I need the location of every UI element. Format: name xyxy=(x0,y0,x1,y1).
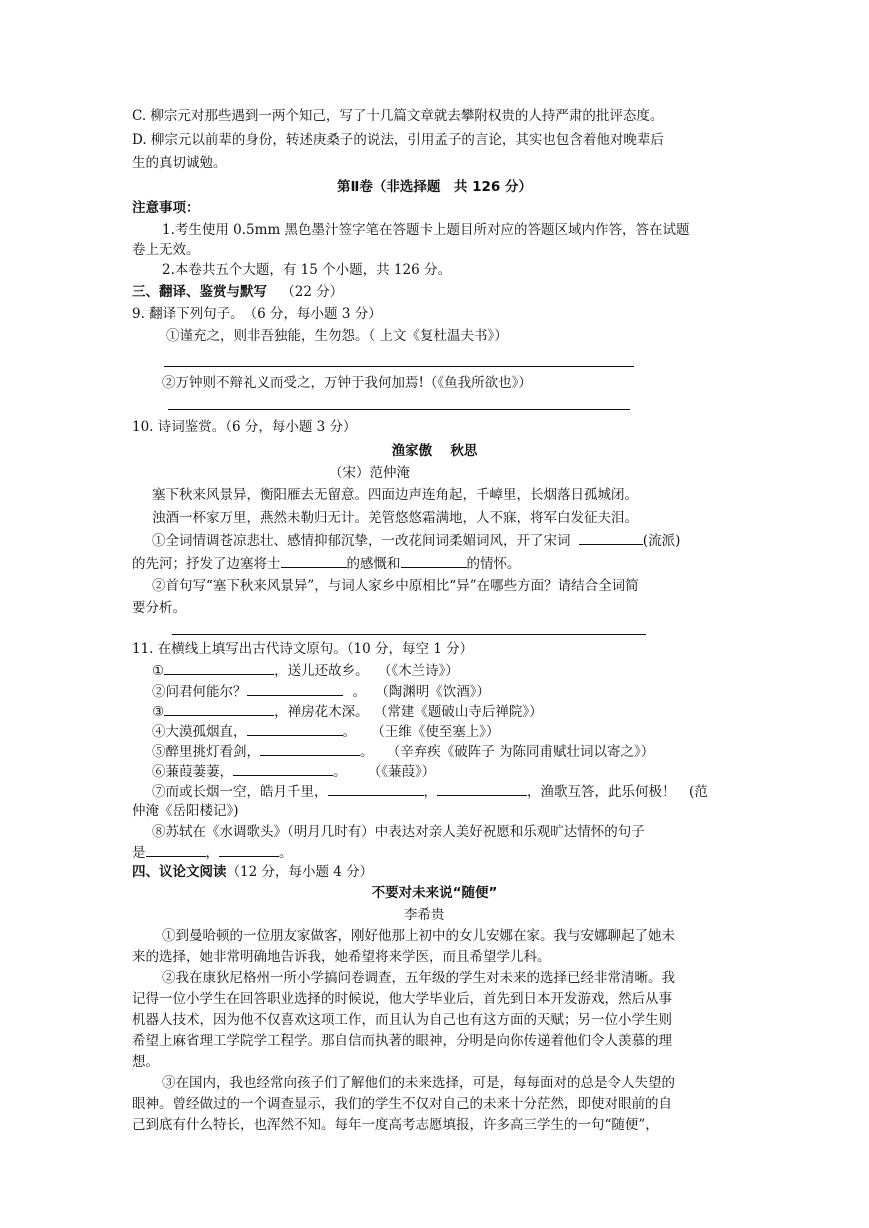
question-10-1-text: ①全词情调苍凉悲壮、感情抑郁沉挚，一改花间词柔媚词风，开了宋词 xyxy=(152,533,571,549)
answer-line-10-2[interactable] xyxy=(172,634,646,635)
notice-1-cont: 卷上无效。 xyxy=(132,242,200,258)
question-10-2-cont: 要分析。 xyxy=(132,600,186,616)
question-10-1-part2: 的感慨和 xyxy=(346,556,401,572)
fill-7-text-2: ，渔歌互答，此乐何极！ (范 xyxy=(527,784,708,800)
option-c: C. 柳宗元对那些遇到一两个知己，写了十几篇文章就去攀附权贵的人持严肃的批评态度。 xyxy=(132,108,664,124)
fill-7-comma: ， xyxy=(423,784,437,800)
fill-8-comma: ， xyxy=(205,845,219,861)
poem-title: 渔家傲 秋思 xyxy=(391,443,478,459)
part2-title: 第Ⅱ卷（非选择题 共 126 分） xyxy=(337,179,532,195)
blank-10-1-school[interactable] xyxy=(579,530,643,545)
para-2-line-2: 记得一位小学生在回答职业选择的时候说，他大学毕业后，首先到日本开发游戏，然后从事 xyxy=(132,991,672,1007)
section-4-score: （12 分，每小题 4 分） xyxy=(226,864,374,880)
blank-10-1-emotion[interactable] xyxy=(281,553,347,568)
fill-8: ⑧苏轼在《水调歌头》（明月几时有）中表达对亲人美好祝愿和乐观旷达情怀的句子 xyxy=(152,824,645,840)
fill-4 xyxy=(152,721,500,742)
fill-1-source: （《木兰诗》） xyxy=(384,663,459,679)
question-10-1 xyxy=(152,530,680,551)
blank-11-4[interactable] xyxy=(247,721,343,736)
fill-7-text: ⑦而或长烟一空，皓月千里， xyxy=(152,784,328,800)
para-2-line-1: ②我在康狄尼格州一所小学搞问卷调查，五年级的学生对未来的选择已经非常清晰。我 xyxy=(162,970,675,986)
blank-11-6[interactable] xyxy=(233,761,333,776)
fill-4-end: 。 xyxy=(342,724,356,740)
question-10-1-tail: (流派) xyxy=(642,533,681,549)
question-10: 10. 诗词鉴赏。（6 分，每小题 3 分） xyxy=(132,419,357,435)
para-1-line-1: ①到曼哈顿的一位朋友家做客，刚好他那上初中的女儿安娜在家。我与安娜聊起了她未 xyxy=(162,928,675,944)
fill-6-end: 。 xyxy=(333,764,347,780)
section-3-score: （22 分） xyxy=(281,284,344,300)
para-2-line-3: 机器人技术，因为他不仅喜欢这项工作，而且认为自己也有这方面的天赋；另一位小学生则 xyxy=(132,1012,672,1028)
fill-1 xyxy=(152,660,459,681)
question-9-2: ②万钟则不辩礼义而受之，万钟于我何加焉!（《鱼我所欲也》） xyxy=(162,375,532,391)
option-d-cont: 生的真切诚勉。 xyxy=(132,155,227,171)
fill-1-text: ，送儿还故乡。 xyxy=(274,663,369,679)
fill-3-source: （常建《题破山寺后禅院》） xyxy=(380,704,543,720)
fill-5-text: ⑤醉里挑灯看剑， xyxy=(152,744,260,760)
answer-line-9-2[interactable] xyxy=(168,409,630,410)
poem-line-2: 浊酒一杯家万里，燕然未勒归无计。羌管悠悠霜满地，人不寐，将军白发征夫泪。 xyxy=(152,510,638,526)
notice-title: 注意事项： xyxy=(132,200,200,216)
section-4-heading xyxy=(132,862,373,882)
question-10-1-cont xyxy=(132,553,521,574)
para-3-line-1: ③在国内，我也经常向孩子们了解他们的未来选择，可是，每每面对的总是令人失望的 xyxy=(162,1075,675,1091)
fill-3-text: ，禅房花木深。 xyxy=(274,704,369,720)
question-10-2: ②首句写“塞下秋来风景异”，与词人家乡中原相比“异”在哪些方面？请结合全词简 xyxy=(152,578,639,594)
fill-8-prefix: 是 xyxy=(132,845,146,861)
fill-4-text: ④大漠孤烟直， xyxy=(152,724,247,740)
circled-three: ③ xyxy=(152,704,165,720)
para-2-line-5: 想。 xyxy=(132,1054,159,1070)
notice-1: 1.考生使用 0.5mm 黑色墨汁签字笔在答题卡上题目所对应的答题区域内作答，答在试题 xyxy=(162,222,690,238)
circled-one: ① xyxy=(152,663,165,679)
poem-author: （宋）范仲淹 xyxy=(329,465,410,481)
blank-11-3[interactable] xyxy=(164,701,274,716)
fill-4-source: （王维《使至塞上》） xyxy=(378,724,500,740)
answer-line-9-1[interactable] xyxy=(164,366,634,367)
fill-5 xyxy=(152,741,654,762)
fill-5-end: 。 xyxy=(360,744,374,760)
question-9-1: ①谨充之，则非吾独能，生勿怨。（ 上文《复杜温夫书》） xyxy=(166,328,508,344)
fill-2-source: （陶渊明《饮酒》） xyxy=(382,684,490,700)
fill-8-cont xyxy=(132,842,293,863)
para-2-line-4: 希望上麻省理工学院学工程学。那自信而执著的眼神，分明是向你传递着他们令人羡慕的理 xyxy=(132,1033,672,1049)
fill-3 xyxy=(152,701,543,722)
fill-7-cont: 仲淹《岳阳楼记》) xyxy=(132,803,239,819)
fill-2-end: 。 xyxy=(352,684,366,700)
fill-7 xyxy=(152,781,708,802)
blank-11-8a[interactable] xyxy=(146,842,206,857)
fill-5-source: （辛弃疾《破阵子 为陈同甫赋壮词以寄之》） xyxy=(393,744,655,760)
section-3-heading xyxy=(132,282,343,302)
question-10-1-part1: 的先河；抒发了边塞将士 xyxy=(132,556,281,572)
blank-11-1[interactable] xyxy=(164,660,274,675)
blank-11-7b[interactable] xyxy=(437,781,527,796)
question-10-1-part3: 的情怀。 xyxy=(466,556,521,572)
section-3-title: 三、翻译、鉴赏与默写 xyxy=(132,284,267,300)
article-title: 不要对未来说“随便” xyxy=(371,885,498,901)
fill-8-end: 。 xyxy=(279,845,293,861)
section-4-title: 四、议论文阅读 xyxy=(132,864,227,880)
blank-10-1-feeling[interactable] xyxy=(401,553,467,568)
fill-2 xyxy=(152,681,490,702)
fill-2-text: ②问君何能尔？ xyxy=(152,684,247,700)
blank-11-7a[interactable] xyxy=(328,781,424,796)
fill-6-text: ⑥蒹葭萋萋， xyxy=(152,764,233,780)
fill-6-source: （《蒹葭》） xyxy=(374,764,436,780)
para-3-line-2: 眼神。曾经做过的一个调查显示，我们的学生不仅对自己的未来十分茫然，即使对眼前的自 xyxy=(132,1096,672,1112)
notice-2: 2.本卷共五个大题，有 15 个小题，共 126 分。 xyxy=(162,262,451,278)
para-3-line-3: 己到底有什么特长，也浑然不知。每年一度高考志愿填报，许多高三学生的一句“随便”， xyxy=(132,1117,659,1133)
question-9: 9. 翻译下列句子。 （6 分，每小题 3 分） xyxy=(132,306,382,322)
para-1-line-2: 来的选择，她非常明确地告诉我，她希望将来学医，而且希望学儿科。 xyxy=(132,949,551,965)
blank-11-8b[interactable] xyxy=(219,842,279,857)
blank-11-2[interactable] xyxy=(247,681,343,696)
article-author: 李希贵 xyxy=(404,907,445,923)
question-11: 11. 在横线上填写出古代诗文原句。（10 分，每空 1 分） xyxy=(132,641,474,657)
fill-6 xyxy=(152,761,435,782)
blank-11-5[interactable] xyxy=(260,741,360,756)
option-d: D. 柳宗元以前辈的身份，转述庚桑子的说法，引用孟子的言论，其实也包含着他对晚辈后 xyxy=(132,132,664,148)
poem-line-1: 塞下秋来风景异，衡阳雁去无留意。四面边声连角起，千嶂里，长烟落日孤城闭。 xyxy=(152,487,638,503)
